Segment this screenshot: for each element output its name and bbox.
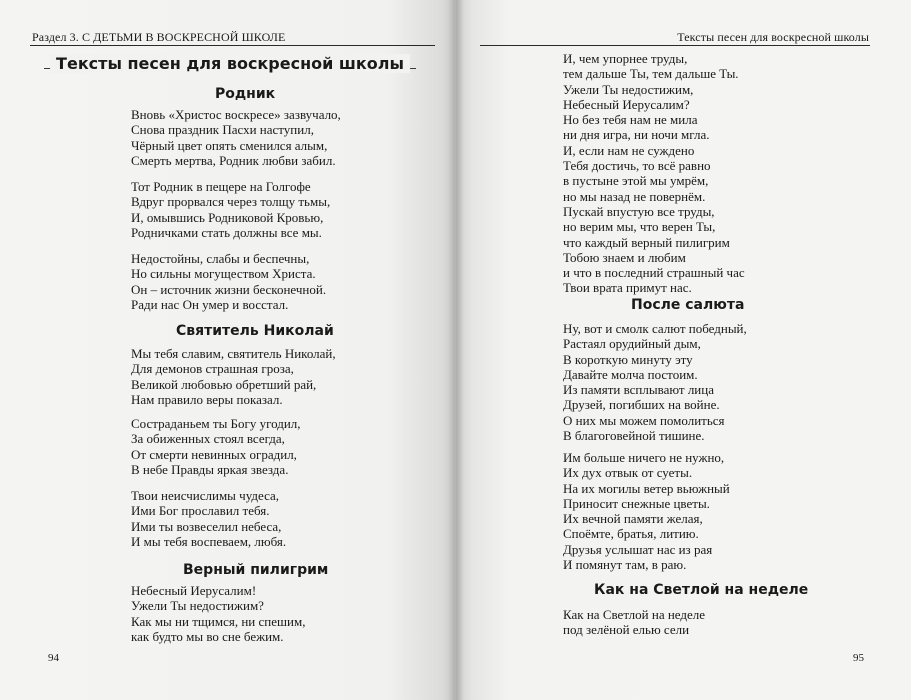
verse-line: Как мы ни тщимся, ни спешим,	[131, 613, 306, 629]
right-page	[455, 0, 911, 700]
verse-line: И, чем упорнее труды,	[563, 51, 688, 66]
song-title-nikolai: Святитель Николай	[176, 323, 334, 339]
verse-line: тем дальше Ты, тем дальше Ты.	[563, 66, 739, 82]
verse-line: Давайте молча постоим.	[563, 366, 698, 382]
section-title-block	[44, 54, 416, 80]
verse-line: ни дня игра, ни ночи мгла.	[563, 127, 710, 143]
running-head-left: Раздел 3. С ДЕТЬМИ В ВОСКРЕСНОЙ ШКОЛЕ	[32, 30, 286, 44]
verse-line: Споёмте, братья, литию.	[563, 526, 699, 542]
verse-line: Как на Светлой на неделе	[563, 607, 706, 622]
verse-line: Твои врата примут нас.	[563, 280, 692, 296]
verse-line: и что в последний страшный час	[563, 265, 745, 281]
verse-line: Нам правило веры показал.	[131, 391, 283, 407]
verse-line: Их дух отвык от суеты.	[563, 465, 693, 481]
song-title-rodnik: Родник	[215, 86, 276, 102]
verse-line: И мы тебя воспеваем, любя.	[131, 533, 287, 549]
song-title-piligrim: Верный пилигрим	[183, 562, 329, 578]
verse-line: но верим мы, что верен Ты,	[563, 219, 716, 235]
stanza-rodnik-3	[131, 251, 326, 312]
verse-line: Пускай впустую все труды,	[563, 203, 715, 219]
verse-line: Друзья услышат нас из рая	[563, 541, 713, 557]
stanza-rodnik-1	[131, 107, 341, 168]
verse-line: Ну, вот и смолк салют победный,	[563, 321, 747, 336]
verse-line: Из памяти всплывают лица	[563, 382, 714, 398]
verse-line: под зелёной елью сели	[563, 622, 690, 638]
verse-line: Но без тебя нам не мила	[563, 112, 698, 128]
verse-line: Мы тебя славим, святитель Николай,	[131, 346, 336, 361]
verse-line: Тебя достичь, то всё равно	[563, 158, 711, 174]
stanza-rodnik-2	[131, 179, 330, 240]
verse-line: Родничками стать должны все мы.	[131, 224, 322, 240]
page-number-right: 95	[853, 652, 864, 664]
verse-line: Ужели Ты недостижим?	[131, 598, 264, 614]
verse-line: Приносит снежные цветы.	[563, 495, 710, 511]
stanza-svetlaya-1	[563, 607, 705, 638]
verse-line: что каждый верный пилигрим	[563, 234, 730, 250]
verse-line: И помянут там, в раю.	[563, 557, 687, 573]
verse-line: Чёрный цвет опять сменился алым,	[131, 137, 328, 153]
verse-line: Вдруг прорвался через толщу тьмы,	[131, 194, 331, 210]
verse-line: Их вечной памяти желая,	[563, 511, 703, 527]
verse-line: И, омывшись Родниковой Кровью,	[131, 209, 324, 225]
stanza-salut-2	[563, 450, 730, 572]
verse-line: Он – источник жизни бесконечной.	[131, 281, 327, 297]
book-gutter-shadow	[448, 0, 464, 700]
verse-line: Состраданьем ты Богу угодил,	[131, 416, 301, 431]
verse-line: В небе Правды яркая звезда.	[131, 461, 289, 477]
stanza-salut-1	[563, 321, 747, 443]
left-page	[0, 0, 455, 700]
head-rule-right	[480, 45, 870, 46]
stanza-piligrim-continued	[563, 51, 745, 296]
verse-line: как будто мы во сне бежим.	[131, 628, 284, 644]
verse-line: Великой любовью обретший рай,	[131, 376, 317, 392]
verse-line: За обиженных стоял всегда,	[131, 431, 285, 447]
verse-line: Ими Бог прославил тебя.	[131, 503, 270, 519]
verse-line: О них мы можем помолиться	[563, 412, 725, 428]
verse-line: Друзей, погибших на войне.	[563, 397, 720, 413]
verse-line: Ими ты возвеселил небеса,	[131, 518, 282, 534]
verse-line: На их могилы ветер вьюжный	[563, 480, 730, 496]
verse-line: Растаял орудийный дым,	[563, 336, 701, 352]
verse-line: Ради нас Он умер и восстал.	[131, 296, 289, 312]
verse-line: Тобою знаем и любим	[563, 249, 686, 265]
verse-line: От смерти невинных оградил,	[131, 446, 297, 462]
song-title-posle-saluta: После салюта	[631, 297, 745, 313]
verse-line: Но сильны могуществом Христа.	[131, 266, 316, 282]
verse-line: Небесный Иерусалим!	[131, 583, 257, 598]
stanza-nikolai-1	[131, 346, 336, 407]
verse-line: Недостойны, слабы и беспечны,	[131, 251, 310, 266]
verse-line: Ужели Ты недостижим,	[563, 81, 694, 97]
stanza-nikolai-2	[131, 416, 301, 477]
verse-line: Небесный Иерусалим?	[563, 96, 690, 112]
verse-line: но мы назад не повернём.	[563, 188, 706, 204]
verse-line: В короткую минуту эту	[563, 351, 693, 367]
verse-line: И, если нам не суждено	[563, 142, 695, 158]
verse-line: Тот Родник в пещере на Голгофе	[131, 179, 311, 194]
verse-line: Им больше ничего не нужно,	[563, 450, 725, 465]
verse-line: В благоговейной тишине.	[563, 428, 705, 444]
stanza-piligrim-1	[131, 583, 305, 644]
head-rule-left	[30, 45, 435, 46]
running-head-right: Тексты песен для воскресной школы	[677, 30, 869, 44]
verse-line: Смерть мертва, Родник любви забил.	[131, 152, 336, 168]
verse-line: Вновь «Христос воскресе» зазвучало,	[131, 107, 341, 122]
verse-line: Твои неисчислимы чудеса,	[131, 488, 280, 503]
section-title: Тексты песен для воскресной школы	[50, 54, 410, 73]
page-number-left: 94	[48, 652, 59, 664]
stanza-nikolai-3	[131, 488, 286, 549]
verse-line: в пустыне этой мы умрём,	[563, 173, 709, 189]
verse-line: Снова праздник Пасхи наступил,	[131, 122, 314, 138]
verse-line: Для демонов страшная гроза,	[131, 361, 294, 377]
song-title-svetlaya-nedelya: Как на Светлой на неделе	[594, 582, 809, 598]
